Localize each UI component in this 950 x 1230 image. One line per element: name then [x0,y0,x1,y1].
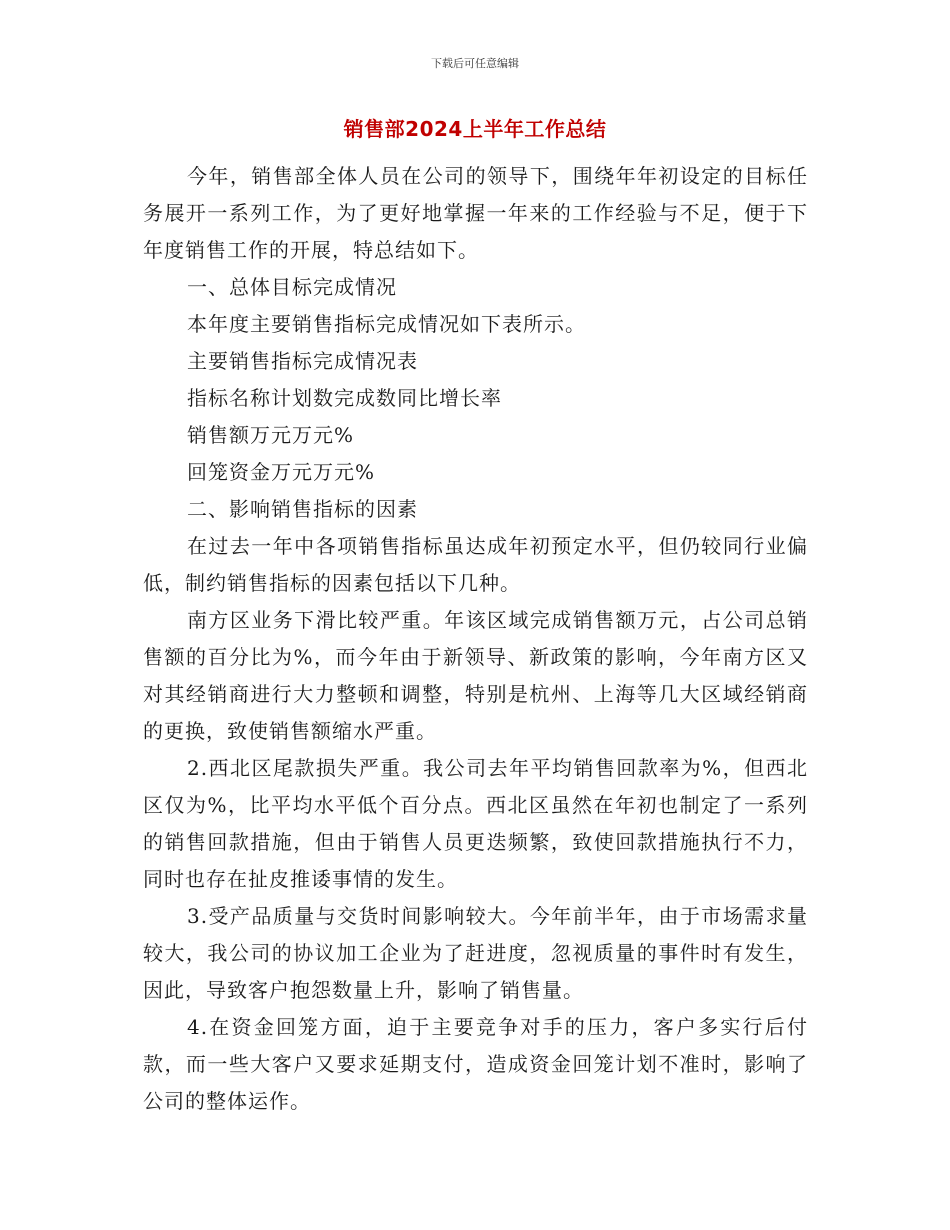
paragraph: 南方区业务下滑比较严重。年该区域完成销售额万元，占公司总销售额的百分比为%，而今年由于新领导、新政策的影响，今年南方区又对其经销商进行大力整顿和调整，特别是杭州、上海等几大区域经销商的更换，致使销售额缩水严重。 [143,608,808,743]
paragraph: 本年度主要销售指标完成情况如下表所示。 [187,312,586,336]
document-title: 销售部2024上半年工作总结 [343,117,607,141]
intro-paragraph: 今年，销售部全体人员在公司的领导下，围绕年年初设定的目标任务展开一系列工作，为了更好地掌握一年来的工作经验与不足，便于下年度销售工作的开展，特总结如下。 [143,164,808,262]
document-body [143,158,808,1120]
table-caption: 主要销售指标完成情况表 [187,349,418,373]
paragraph: 3.受产品质量与交货时间影响较大。今年前半年，由于市场需求量较大，我公司的协议加工企业为了赶进度，忽视质量的事件时有发生，因此，导致客户抱怨数量上升，影响了销售量。 [143,904,808,1002]
table-header-line: 指标名称计划数完成数同比增长率 [187,386,502,410]
paragraph: 2.西北区尾款损失严重。我公司去年平均销售回款率为%，但西北区仅为%，比平均水平低个百分点。西北区虽然在年初也制定了一系列的销售回款措施，但由于销售人员更迭频繁，致使回款措施执行不力，同时也存在扯皮推诿事情的发生。 [143,756,808,891]
paragraph: 在过去一年中各项销售指标虽达成年初预定水平，但仍较同行业偏低，制约销售指标的因素包括以下几种。 [143,534,808,595]
table-row-sales: 销售额万元万元% [187,423,355,447]
paragraph: 4.在资金回笼方面，迫于主要竞争对手的压力，客户多实行后付款，而一些大客户又要求延期支付，造成资金回笼计划不准时，影响了公司的整体运作。 [143,1015,808,1113]
page-header-note: 下载后可任意编辑 [431,57,519,70]
section-heading-overall-targets: 一、总体目标完成情况 [187,275,397,299]
table-row-collection: 回笼资金万元万元% [187,460,376,484]
section-heading-factors: 二、影响销售指标的因素 [187,497,418,521]
